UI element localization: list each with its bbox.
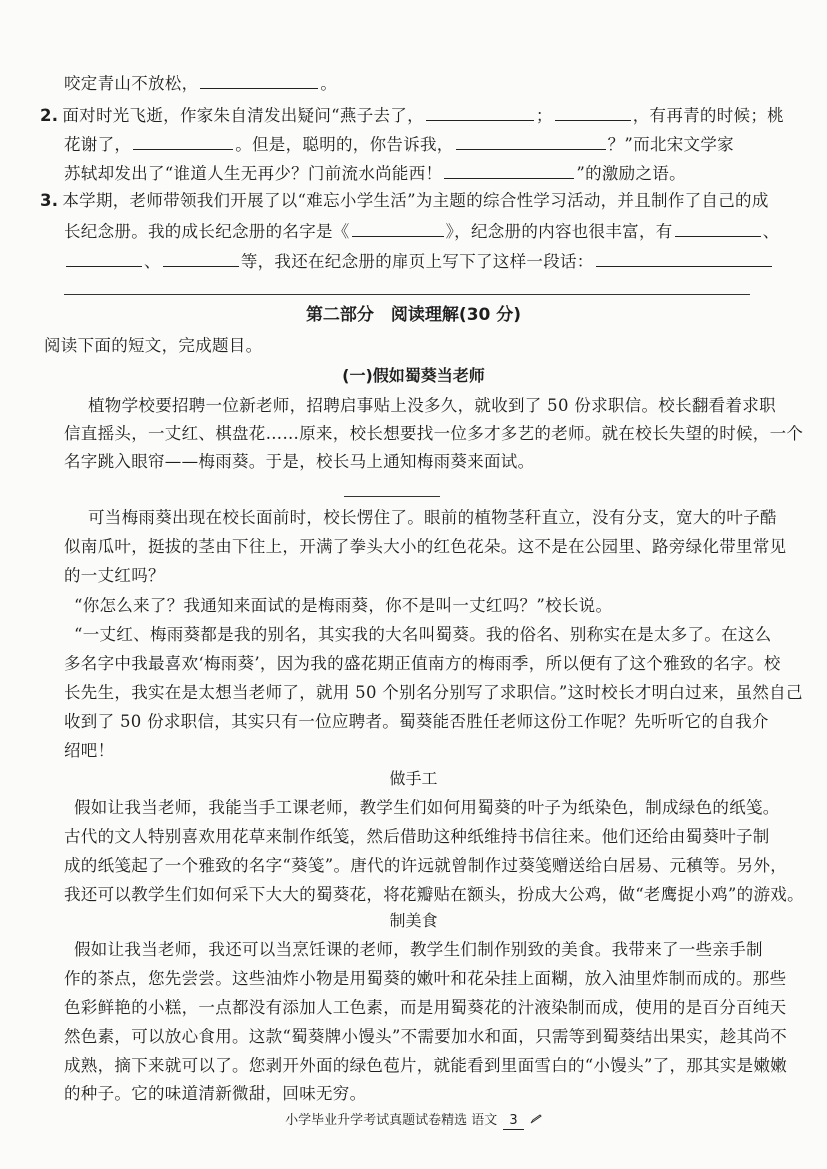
paragraph-line: 植物学校要招聘一位新老师，招聘启事贴上没多久，就收到了 50 份求职信。校长翻看着求职 [88,396,776,415]
answer-line[interactable] [64,294,750,295]
paragraph-line: 成熟，摘下来就可以了。您剥开外面的绿色苞片，就能看到里面雪白的“小馒头”了，那其实是嫩嫩 [64,1056,788,1075]
paragraph-line: 似南瓜叶，挺拔的茎由下往上，开满了拳头大小的红色花朵。这不是在公园里、路旁绿化带里常见 [64,537,787,556]
answer-blank[interactable] [66,250,142,267]
answer-blank[interactable] [344,496,440,497]
answer-blank[interactable] [352,220,444,237]
answer-blank[interactable] [200,72,318,89]
paragraph-line: 的一丈红吗？ [64,566,165,585]
paragraph-line: 长先生，我实在是太想当老师了，就用 50 个别名分别写了求职信。”这时校长才明白过来，虽然自己 [64,683,803,702]
question-3-line-2: 长纪念册。我的成长纪念册的名字是《 》，纪念册的内容也很丰富，有 、 [64,222,780,241]
answer-blank[interactable] [133,133,233,150]
answer-blank[interactable] [426,104,534,121]
section-heading: 第二部分 阅读理解(30 分) [305,305,522,325]
answer-blank[interactable] [444,162,574,179]
question-2-line-2: 花谢了， 。但是，聪明的，你告诉我， ？”而北宋文学家 [64,135,734,154]
paragraph-line: 收到了 50 份求职信，其实只有一位应聘者。蜀葵能否胜任老师这份工作呢？先听听它的自我介 [64,712,769,731]
question-2-line-1: 2. 面对时光飞逝，作家朱自清发出疑问“燕子去了， ； ，有再青的时候；桃 [40,106,784,125]
instruction: 阅读下面的短文，完成题目。 [44,336,263,355]
paragraph-line: “一丈红、梅雨葵都是我的别名，其实我的大名叫蜀葵。我的俗名、别称实在是太多了。在这么 [74,625,772,644]
paragraph-line: 可当梅雨葵出现在校长面前时，校长愣住了。眼前的植物茎秆直立，没有分支，宽大的叶子酷 [88,508,777,527]
paragraph-line: 成的纸笺起了一个雅致的名字“葵笺”。唐代的许远就曾制作过葵笺赠送给白居易、元稹等。另外， [64,856,788,875]
question-3-line-3: 、 等，我还在纪念册的扉页上写下了这样一段话： [64,250,754,272]
answer-blank[interactable] [163,250,239,267]
section-title: 制美食 [389,911,438,930]
paragraph-line: 色彩鲜艳的小糕，一点都没有添加人工色素，而是用蜀葵花的汁液染制而成，使用的是百分百纯天 [64,998,787,1017]
answer-blank[interactable] [555,104,631,121]
pencil-icon [530,1112,542,1128]
paragraph-line: 假如让我当老师，我能当手工课老师，教学生们如何用蜀葵的叶子为纸染色，制成绿色的纸笺。 [74,798,780,817]
paragraph-line: 假如让我当老师，我还可以当烹饪课的老师，教学生们制作别致的美食。我带来了一些亲手制 [74,940,763,959]
paragraph-line: 然色素，可以放心食用。这款“蜀葵牌小馒头”不需要加水和面，只需等到蜀葵结出果实，趁其尚不 [64,1027,788,1046]
paragraph-line: 信直摇头，一丈红、棋盘花……原来，校长想要找一位多才多艺的老师。就在校长失望的时候，一个 [64,424,804,443]
paragraph-line: 绍吧！ [64,741,115,760]
page-number: 3 [503,1113,523,1130]
paragraph-line: 的种子。它的味道清新微甜，回味无穷。 [64,1084,367,1103]
paragraph-line: 我还可以教学生们如何采下大大的蜀葵花，将花瓣贴在额头，扮成大公鸡，做“老鹰捉小鸡”的游戏。 [64,885,804,904]
paragraph-line: 作的茶点，您先尝尝。这些油炸小物是用蜀葵的嫩叶和花朵挂上面糊，放入油里炸制而成的。那些 [64,969,787,988]
paragraph-line: 名字跳入眼帘——梅雨葵。于是，校长马上通知梅雨葵来面试。 [64,452,535,471]
paragraph-line: “你怎么来了？我通知来面试的是梅雨葵，你不是叫一丈红吗？”校长说。 [74,596,613,615]
page-footer [0,1112,827,1130]
question-3-line-1: 3. 本学期，老师带领我们开展了以“难忘小学生活”为主题的综合性学习活动，并且制作了自己的成 [40,191,769,210]
passage-title: (一)假如蜀葵当老师 [342,366,485,385]
paragraph-line: 多名字中我最喜欢‘梅雨葵’，因为我的盛花期正值南方的梅雨季，所以便有了这个雅致的名字。校 [64,654,781,673]
footer-title: 小学毕业升学考试真题试卷精选 语文 [285,1113,498,1128]
answer-blank[interactable] [675,220,761,237]
question-2-line-3: 苏轼却发出了“谁道人生无再少？门前流水尚能西！ ”的激励之语。 [64,164,686,183]
section-title: 做手工 [389,769,438,788]
paragraph-line: 古代的文人特别喜欢用花草来制作纸笺，然后借助这种纸维持书信往来。他们还给由蜀葵叶子制 [64,827,770,846]
poem-line: 咬定青山不放松， 。 [64,74,338,93]
answer-blank[interactable] [596,250,772,267]
answer-blank[interactable] [456,133,606,150]
